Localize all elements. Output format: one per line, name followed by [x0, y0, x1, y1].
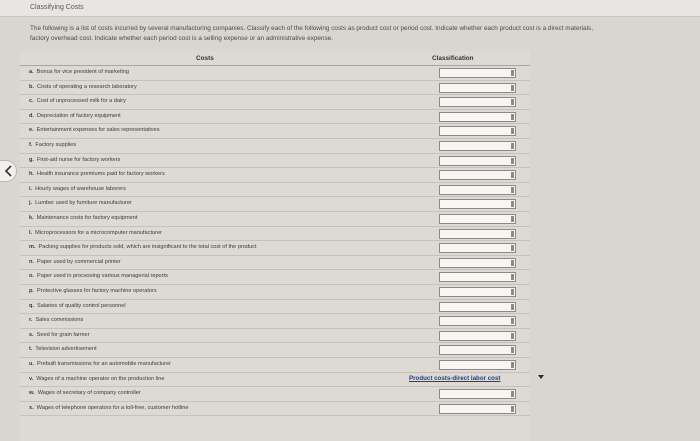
dropdown-arrow-icon [511, 216, 514, 222]
cost-text: Depreciation of factory equipment [36, 112, 121, 119]
table-row [20, 139, 530, 154]
cost-text: First-aid nurse for factory workers [36, 156, 121, 163]
table-row [20, 285, 530, 300]
dropdown-arrow-icon [511, 289, 514, 295]
classification-select[interactable] [439, 331, 516, 341]
cost-text: Wages of a machine operator on the production line [36, 375, 165, 382]
cost-label [29, 273, 168, 279]
cost-text: Television advertisement [35, 346, 97, 353]
table-row [20, 95, 530, 110]
cost-label [29, 376, 164, 382]
tab-bar [0, 0, 700, 17]
classification-select[interactable] [439, 185, 516, 195]
dropdown-arrow-icon [511, 158, 514, 164]
tab-title: Classifying Costs [30, 4, 84, 11]
cost-text: Health insurance premiums paid for factory workers [36, 171, 165, 178]
cost-text: Factory supplies [35, 142, 77, 148]
dropdown-arrow-icon [511, 347, 514, 353]
cost-label [29, 98, 126, 104]
cost-text: Wages of secretary of company controller [37, 390, 141, 397]
cost-text: Prebuilt transmissions for an automobile manufacturer [36, 361, 171, 367]
classification-select[interactable] [439, 68, 516, 78]
classification-select[interactable] [439, 302, 516, 312]
table-row [20, 329, 530, 344]
table-row [20, 110, 530, 125]
cost-label [29, 332, 90, 338]
cost-text: Sales commissions [35, 317, 84, 324]
dropdown-arrow-icon [511, 99, 514, 105]
table-row [20, 81, 530, 96]
cost-label [29, 288, 157, 294]
row-letter: m. [29, 244, 36, 251]
cost-label [29, 230, 162, 236]
cost-text: Hourly wages of warehouse laborers [35, 185, 126, 192]
classification-select[interactable] [439, 112, 516, 122]
classification-select[interactable] [439, 170, 516, 180]
cost-text: Wages of telephone operators for a toll-free, customer hotline [36, 404, 189, 411]
table-row [20, 358, 530, 373]
classification-header: Classification [432, 55, 474, 62]
row-letter: r. [29, 317, 33, 324]
table-row [20, 314, 530, 329]
table-row [20, 124, 530, 139]
dropdown-arrow-icon [511, 362, 514, 368]
chevron-left-icon [4, 165, 13, 177]
table-row [20, 300, 530, 315]
row-letter: j. [29, 200, 33, 207]
cost-label [29, 113, 121, 119]
classification-select[interactable] [439, 156, 516, 166]
dropdown-arrow-icon [538, 375, 544, 379]
cost-label [29, 361, 171, 367]
cost-text: Bonus for vice president of marketing [36, 69, 130, 75]
row-letter: a. [29, 69, 34, 75]
classification-select[interactable] [439, 345, 516, 355]
classification-select[interactable] [439, 404, 516, 414]
dropdown-arrow-icon [511, 245, 514, 251]
classification-select[interactable] [439, 97, 516, 107]
table-row [20, 183, 530, 198]
cost-label [29, 346, 97, 352]
table-row [20, 373, 530, 388]
back-button[interactable] [0, 160, 17, 182]
row-letter: w. [29, 390, 35, 397]
row-letter: i. [29, 185, 33, 192]
dropdown-arrow-icon [511, 304, 514, 310]
dropdown-arrow-icon [511, 333, 514, 339]
cost-label [29, 69, 129, 75]
dropdown-arrow-icon [511, 85, 514, 91]
row-letter: g. [29, 156, 34, 163]
cost-label [29, 157, 120, 163]
cost-text: Packing supplies for products sold, which are insignificant to the total cost of the product [38, 244, 257, 251]
dropdown-arrow-icon [511, 201, 514, 207]
dropdown-arrow-icon [511, 172, 514, 178]
dropdown-arrow-icon [511, 406, 514, 412]
classification-select[interactable] [439, 316, 516, 326]
cost-label [29, 390, 141, 396]
row-letter: k. [29, 215, 34, 221]
cost-text: Salaries of quality control personnel [36, 302, 126, 309]
cost-text: Paper used by commercial printer [36, 258, 121, 265]
classification-value: Product costs-direct labor cost [409, 374, 501, 382]
instructions-line-1: The following is a list of costs incurred by several manufacturing companies. Classify each of the following costs as product cost or period cost. Indicate whether each product cost is a direct materials, [30, 25, 593, 32]
row-letter: n. [29, 258, 34, 265]
row-letter: v. [29, 375, 34, 382]
classification-select[interactable] [439, 243, 516, 253]
table-row [20, 212, 530, 227]
dropdown-arrow-icon [511, 391, 514, 397]
row-letter: h. [29, 171, 34, 178]
instructions [30, 24, 698, 44]
table-row [20, 343, 530, 358]
dropdown-arrow-icon [511, 128, 514, 134]
cost-text: Cost of unprocessed milk for a dairy [36, 98, 126, 105]
cost-text: Costs of operating a research laboratory [36, 83, 137, 90]
classification-select[interactable] [439, 141, 516, 151]
table-row [20, 168, 530, 183]
table-row [20, 256, 530, 271]
cost-text: Seed for grain farmer [36, 331, 90, 338]
classification-select[interactable] [439, 229, 516, 239]
cost-label [29, 186, 126, 192]
cost-label [29, 127, 160, 133]
row-letter: c. [29, 98, 34, 105]
row-letter: q. [29, 302, 34, 309]
classification-select[interactable] [439, 214, 516, 224]
row-letter: u. [29, 361, 34, 367]
classification-select[interactable] [439, 258, 516, 268]
row-letter: d. [29, 112, 34, 119]
table-row [20, 241, 530, 256]
row-letter: f. [29, 142, 33, 148]
cost-label [29, 405, 189, 411]
dropdown-arrow-icon [511, 318, 514, 324]
cost-label [29, 259, 121, 265]
row-letter: o. [29, 273, 34, 280]
table-row [20, 227, 530, 242]
cost-text: Maintenance costs for factory equipment [36, 215, 138, 221]
table-row [20, 402, 530, 417]
costs-header: Costs [196, 55, 214, 62]
table-row [20, 66, 530, 81]
classification-select[interactable] [439, 126, 516, 136]
table-row [20, 154, 530, 169]
dropdown-arrow-icon [511, 231, 514, 237]
classification-select[interactable] [439, 360, 516, 370]
dropdown-arrow-icon [511, 143, 514, 149]
classification-select[interactable] [439, 389, 516, 399]
cost-label [29, 84, 137, 90]
row-letter: e. [29, 127, 34, 134]
table-row [20, 387, 530, 402]
row-letter: x. [29, 404, 34, 411]
classification-select[interactable] [439, 199, 516, 209]
cost-label [29, 142, 76, 148]
row-letter: b. [29, 83, 34, 90]
cost-label [29, 244, 257, 250]
cost-label [29, 303, 126, 309]
cost-text: Microprocessors for a microcomputer manufacturer [35, 229, 162, 236]
cost-text: Protective glasses for factory machine operators [36, 288, 157, 294]
row-letter: t. [29, 346, 33, 353]
cost-label [29, 200, 132, 206]
row-letter: p. [29, 288, 34, 294]
dropdown-arrow-icon [511, 114, 514, 120]
row-letter: l. [29, 229, 33, 236]
classification-select[interactable] [439, 83, 516, 93]
cost-text: Entertainment expenses for sales representatives [36, 127, 160, 134]
row-letter: s. [29, 331, 34, 338]
classification-select[interactable] [439, 272, 516, 282]
classification-select[interactable] [407, 374, 547, 384]
table-row [20, 270, 530, 285]
table-row [20, 197, 530, 212]
dropdown-arrow-icon [511, 70, 514, 76]
dropdown-arrow-icon [511, 260, 514, 266]
dropdown-arrow-icon [511, 187, 514, 193]
instructions-line-2: factory overhead cost. Indicate whether each period cost is a selling expense or an administrative expense. [30, 35, 334, 42]
cost-text: Paper used in processing various managerial reports [36, 273, 168, 280]
cost-text: Lumber used by furniture manufacturer [35, 200, 132, 207]
cost-label [29, 317, 83, 323]
cost-label [29, 215, 137, 221]
cost-label [29, 171, 165, 177]
classification-select[interactable] [439, 287, 516, 297]
dropdown-arrow-icon [511, 274, 514, 280]
